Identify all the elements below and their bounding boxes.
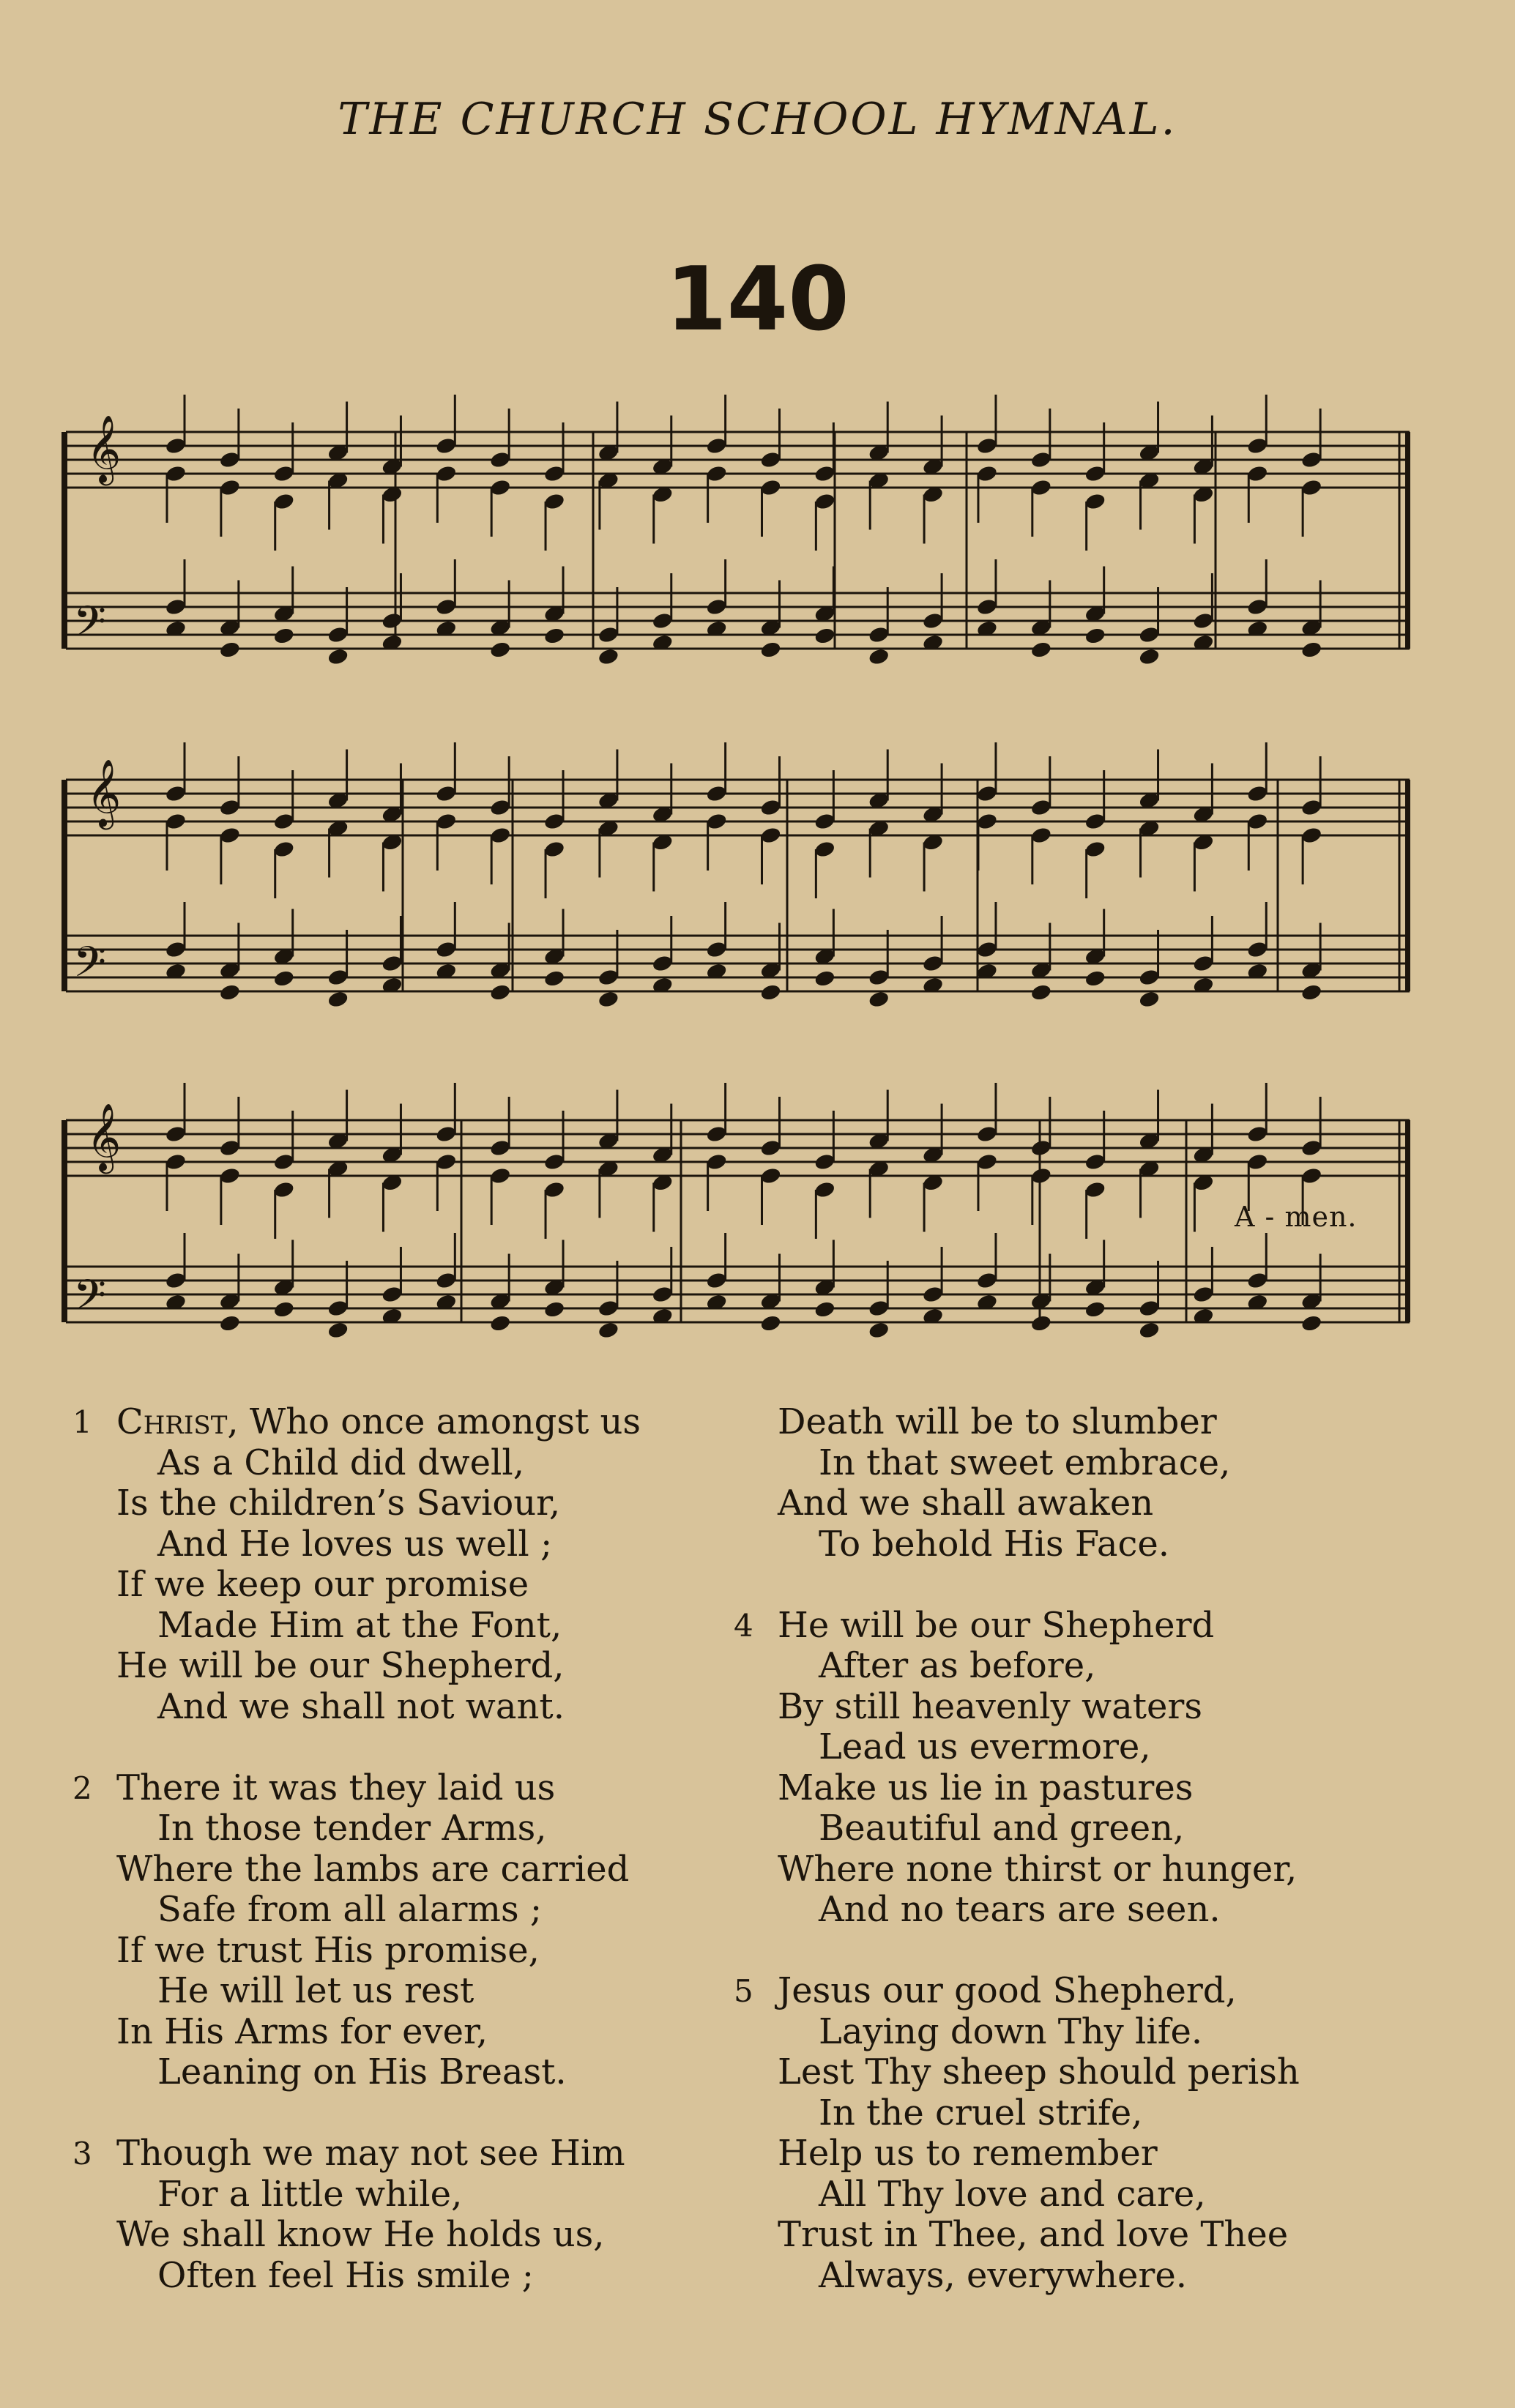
system-bracket: [62, 780, 67, 991]
verse-line: Jesus our good Shepherd,: [778, 1970, 1237, 2011]
verse-line: Often feel His smile ;: [157, 2254, 534, 2296]
verse-line: Beautiful and green,: [819, 1808, 1185, 1849]
notehead: [759, 641, 782, 660]
notehead: [219, 1314, 242, 1333]
verse-4: [731, 1606, 1478, 1931]
verse-line: If we keep our promise: [116, 1564, 529, 1605]
notehead: [598, 1321, 620, 1340]
verse-line: Safe from all alarms ;: [157, 1889, 542, 1930]
bass-clef-icon: 𝄢: [73, 937, 107, 997]
notehead: [814, 627, 836, 646]
notehead: [1030, 1314, 1053, 1333]
verse-line: Made Him at the Font,: [157, 1604, 562, 1646]
notehead: [1138, 990, 1161, 1009]
verse-line: After as before,: [819, 1645, 1096, 1686]
verse-line: He will be our Shepherd: [778, 1604, 1215, 1646]
treble-clef-icon: 𝄞: [86, 758, 122, 827]
verses-right-column: [731, 1402, 1478, 2296]
verse-line: Leaning on His Breast.: [157, 2051, 567, 2092]
notehead: [489, 983, 512, 1002]
notehead: [1300, 983, 1323, 1002]
verse-line: Who once amongst us: [238, 1401, 641, 1442]
notehead: [1138, 647, 1161, 666]
verse-line: By still heavenly waters: [778, 1685, 1202, 1727]
notehead: [1030, 641, 1053, 660]
page-header: THE CHURCH SCHOOL HYMNAL.: [338, 94, 1177, 145]
notehead: [1084, 969, 1106, 988]
verse-line: Help us to remember: [778, 2133, 1158, 2174]
verse-line: Trust in Thee, and love Thee: [778, 2214, 1289, 2255]
notehead: [868, 647, 890, 666]
treble-clef-icon: 𝄞: [86, 414, 122, 482]
verse-line: Where the lambs are carried: [116, 1848, 630, 1890]
verse-3-continued: [731, 1402, 1478, 1565]
verse-line: In His Arms for ever,: [116, 2010, 488, 2052]
verse-line: Always, everywhere.: [819, 2254, 1187, 2296]
verse-line: Lest Thy sheep should perish: [778, 2051, 1300, 2092]
notehead: [543, 627, 566, 646]
amen-label: A - men.: [1235, 1201, 1358, 1233]
notehead: [489, 1314, 512, 1333]
verse-line: Make us lie in pastures: [778, 1767, 1194, 1808]
notehead: [1300, 1314, 1323, 1333]
verse-line: He will be our Shepherd,: [116, 1645, 565, 1686]
verse-first-word: Christ,: [116, 1401, 239, 1442]
verse-line: To behold His Face.: [819, 1523, 1170, 1565]
verse-line: And we shall not want.: [157, 1685, 565, 1727]
final-barline: [1405, 780, 1410, 991]
verse-2: [70, 1768, 758, 2093]
verse-line: For a little while,: [157, 2173, 463, 2215]
staff-system-1: [62, 395, 1410, 666]
bass-clef-icon: 𝄢: [73, 1270, 107, 1330]
notehead: [598, 647, 620, 666]
notehead: [272, 627, 295, 646]
notehead: [272, 1300, 295, 1319]
notehead: [1300, 641, 1323, 660]
notehead: [814, 1300, 836, 1319]
notehead: [759, 1314, 782, 1333]
notehead: [598, 990, 620, 1009]
hymn-number: 140: [666, 249, 849, 351]
verse-line: As a Child did dwell,: [157, 1442, 524, 1483]
final-barline: [1405, 432, 1410, 649]
notehead: [814, 969, 836, 988]
notehead: [1084, 627, 1106, 646]
verse-line: And we shall awaken: [778, 1483, 1154, 1524]
notehead: [272, 969, 295, 988]
verse-line: All Thy love and care,: [819, 2173, 1206, 2215]
notehead: [759, 983, 782, 1002]
staff-system-3: [62, 1083, 1410, 1340]
verse-line: There it was they laid us: [116, 1767, 556, 1808]
verse-number: 2: [72, 1770, 92, 1806]
verse-line: He will let us rest: [157, 1970, 474, 2011]
notehead: [543, 969, 566, 988]
verse-line: In the cruel strife,: [819, 2092, 1143, 2133]
verse-5: [731, 1971, 1478, 2296]
verse-number: 4: [734, 1607, 753, 1644]
verse-line: If we trust His promise,: [116, 1929, 540, 1971]
verse-line: Is the children’s Saviour,: [116, 1483, 561, 1524]
verse-line: In that sweet embrace,: [819, 1442, 1231, 1483]
notehead: [327, 647, 349, 666]
verse-line: Death will be to slumber: [778, 1401, 1217, 1442]
notehead: [1030, 983, 1053, 1002]
notehead: [327, 990, 349, 1009]
final-barline: [1405, 1120, 1410, 1322]
notehead: [489, 641, 512, 660]
verse-number: 5: [734, 1973, 753, 2009]
verse-line: And He loves us well ;: [157, 1523, 553, 1565]
verse-number: 1: [72, 1404, 92, 1440]
treble-clef-icon: 𝄞: [86, 1103, 122, 1171]
verse-line: We shall know He holds us,: [116, 2214, 605, 2255]
system-bracket: [62, 432, 67, 649]
bass-clef-icon: 𝄢: [73, 597, 107, 657]
notehead: [1084, 1300, 1106, 1319]
verse-line: Lead us evermore,: [819, 1726, 1151, 1767]
verse-line: Where none thirst or hunger,: [778, 1848, 1298, 1890]
verses-left-column: [70, 1402, 758, 2296]
staff-system-2: [62, 742, 1410, 1009]
notehead: [868, 1321, 890, 1340]
notehead: [868, 990, 890, 1009]
verse-3: [70, 2133, 758, 2296]
notehead: [543, 1300, 566, 1319]
verse-line: Though we may not see Him: [116, 2133, 625, 2174]
notehead: [327, 1321, 349, 1340]
verse-line: And no tears are seen.: [819, 1889, 1221, 1930]
system-bracket: [62, 1120, 67, 1322]
notehead: [219, 641, 242, 660]
verse-1: [70, 1402, 758, 1727]
verse-number: 3: [72, 2136, 92, 2172]
verse-line: In those tender Arms,: [157, 1808, 547, 1849]
notehead: [219, 983, 242, 1002]
notehead: [1138, 1321, 1161, 1340]
verse-line: Laying down Thy life.: [819, 2010, 1203, 2052]
